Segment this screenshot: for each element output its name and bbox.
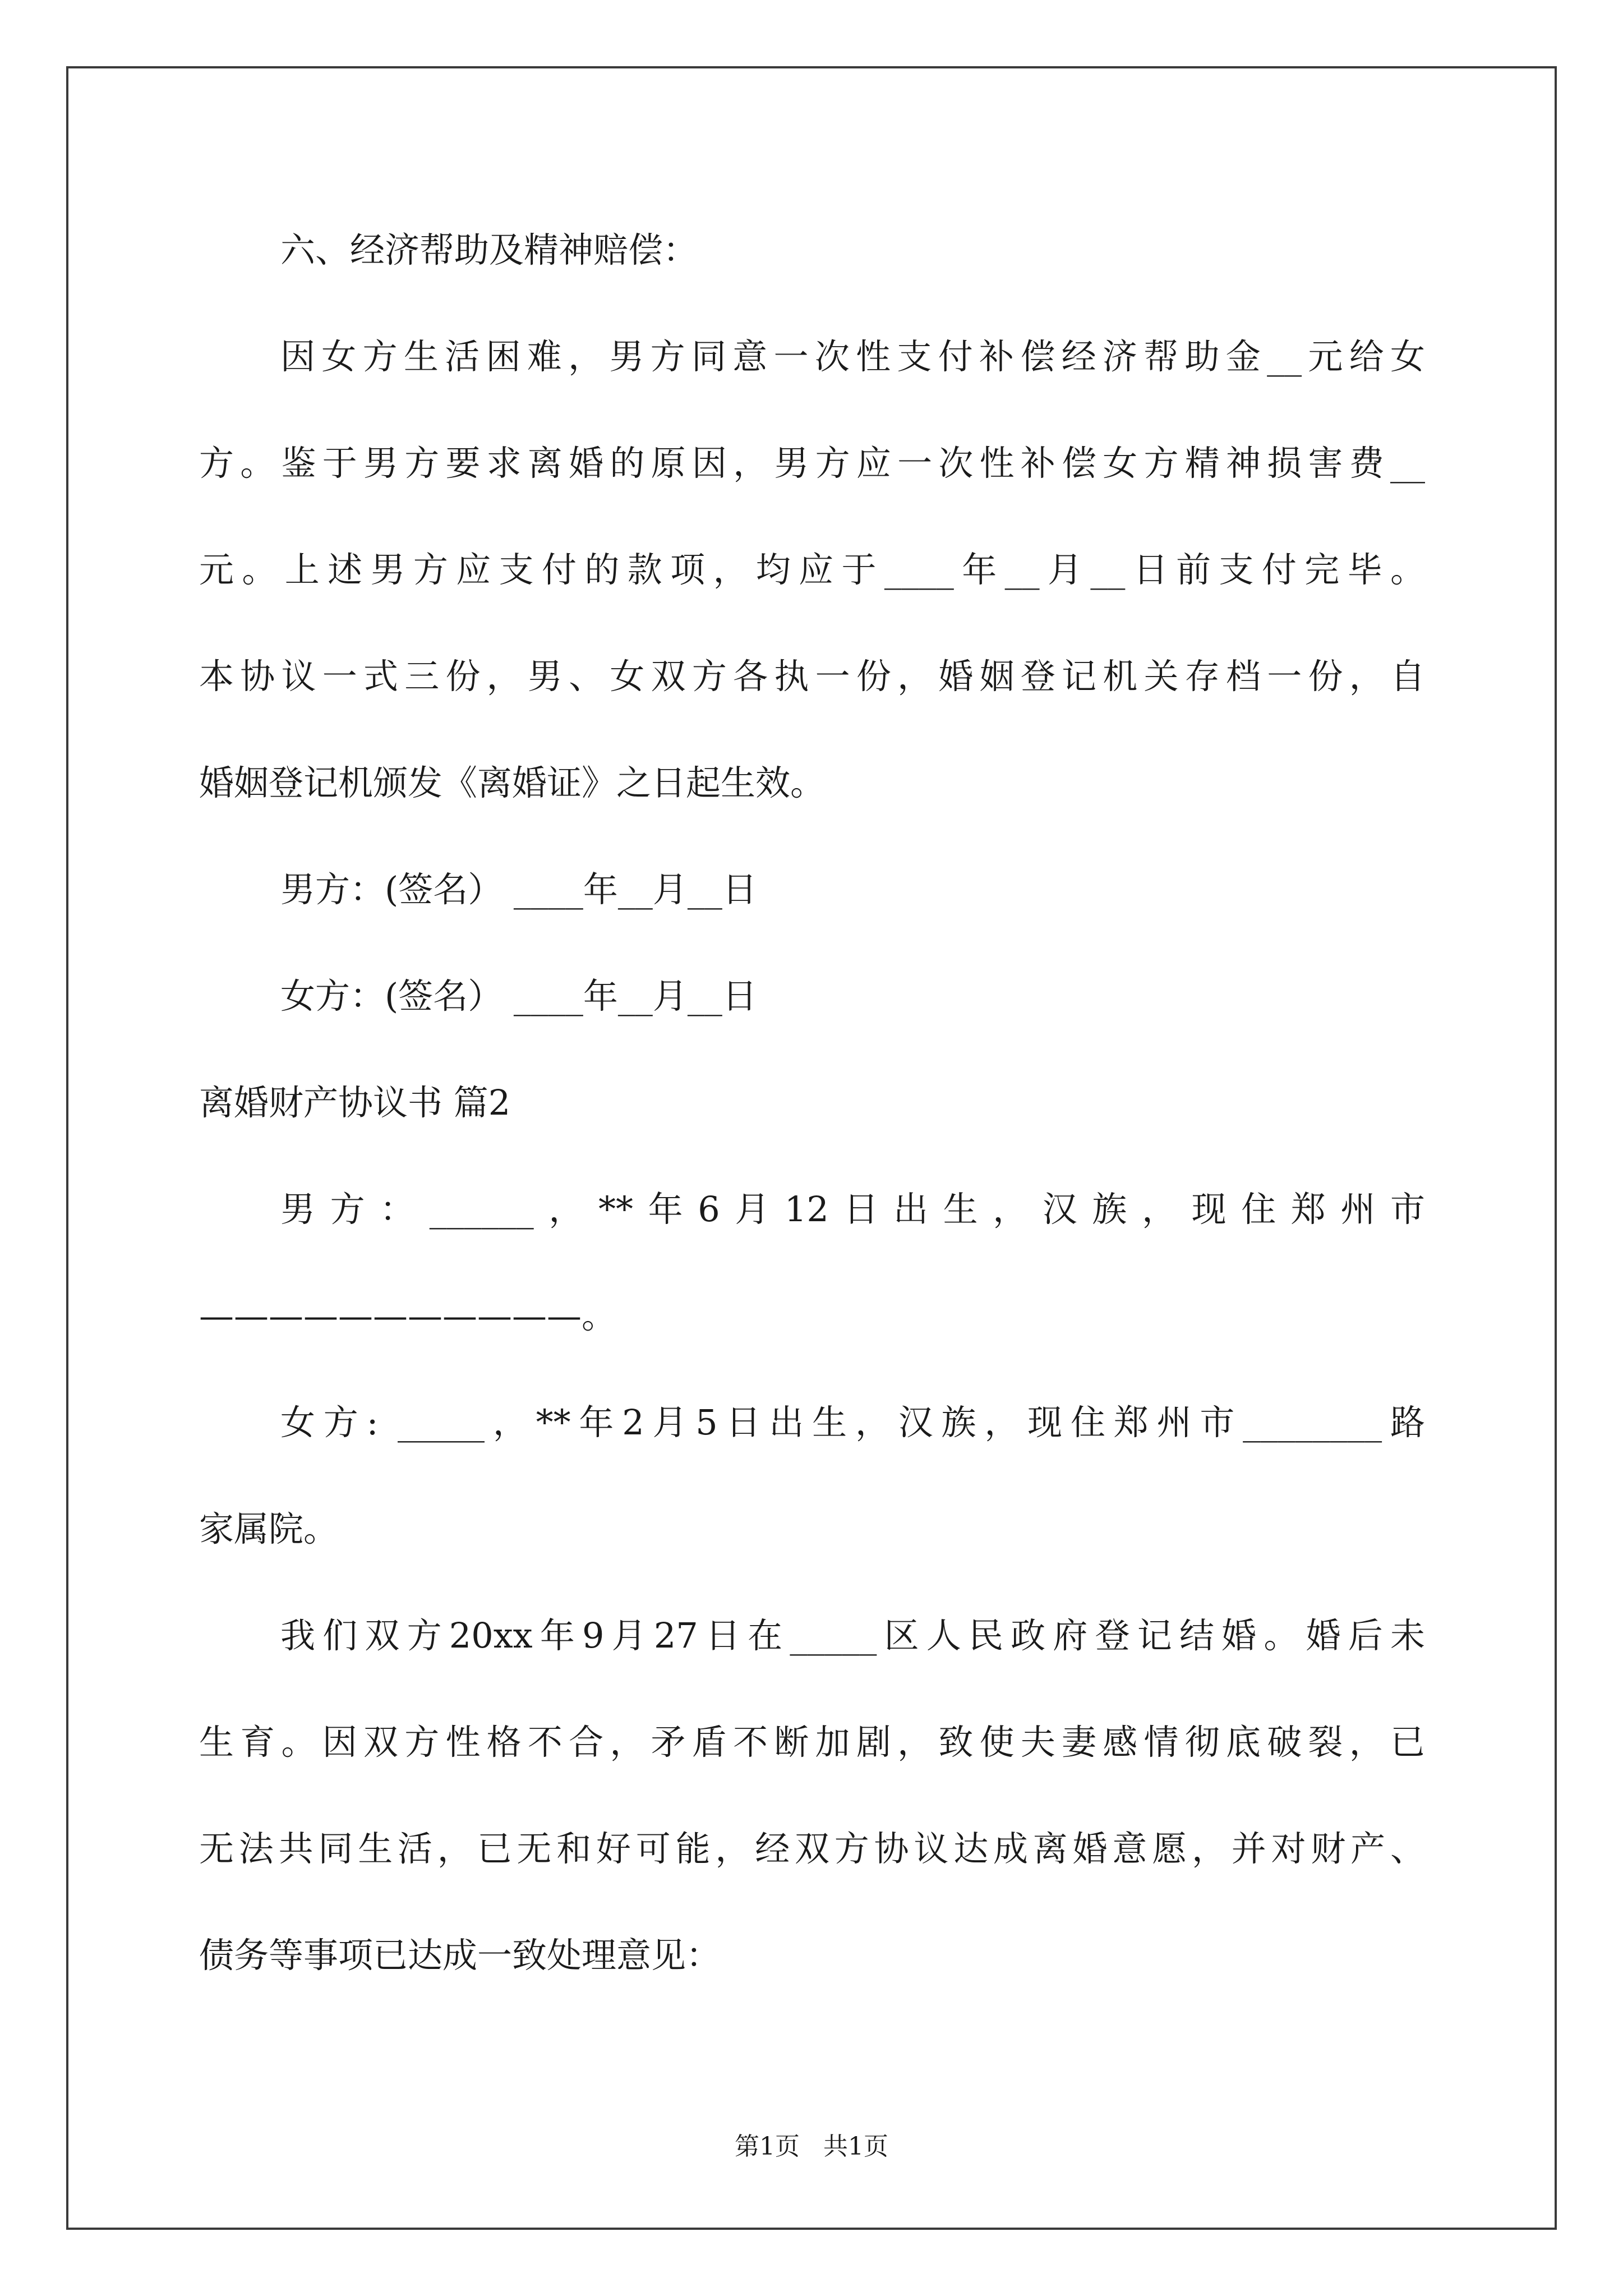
page-border [66,66,1557,2230]
paragraph-line: 元。上述男方应支付的款项，均应于____年__月__日前支付完毕。 [199,549,1425,590]
section-heading: 六、经济帮助及精神赔偿： [280,229,698,270]
paragraph-line: 家属院。 [199,1508,339,1549]
paragraph-line: 男方：______，**年6月12日出生，汉族，现住郑州市 [280,1189,1425,1230]
page-footer: 第1页 共1页 [735,2132,888,2161]
paragraph-line: 债务等事项已达成一致处理意见： [199,1935,721,1976]
paragraph-line: 生育。因双方性格不合，矛盾不断加剧，致使夫妻感情彻底破裂，已 [199,1722,1425,1763]
signature-line-female: 女方：(签名） ____年__月__日 [280,976,757,1016]
paragraph-line: 因女方生活困难，男方同意一次性支付补偿经济帮助金__元给女 [280,336,1425,377]
paragraph-line: 无法共同生活，已无和好可能，经双方协议达成离婚意愿，并对财产、 [199,1828,1425,1869]
signature-line-male: 男方：(签名） ____年__月__日 [280,869,757,910]
paragraph-line: ———————————。 [199,1295,616,1336]
paragraph-line: 女方: _____，**年2月5日出生，汉族，现住郑州市________路 [280,1402,1425,1443]
paragraph-line: 本协议一式三份，男、女双方各执一份，婚姻登记机关存档一份，自 [199,656,1425,697]
paragraph-line: 我们双方20xx年9月27日在_____区人民政府登记结婚。婚后未 [280,1615,1425,1656]
section-title: 离婚财产协议书 篇2 [199,1082,511,1123]
paragraph-line: 婚姻登记机颁发《离婚证》之日起生效。 [199,762,826,803]
paragraph-line: 方。鉴于男方要求离婚的原因，男方应一次性补偿女方精神损害费__ [199,443,1425,484]
